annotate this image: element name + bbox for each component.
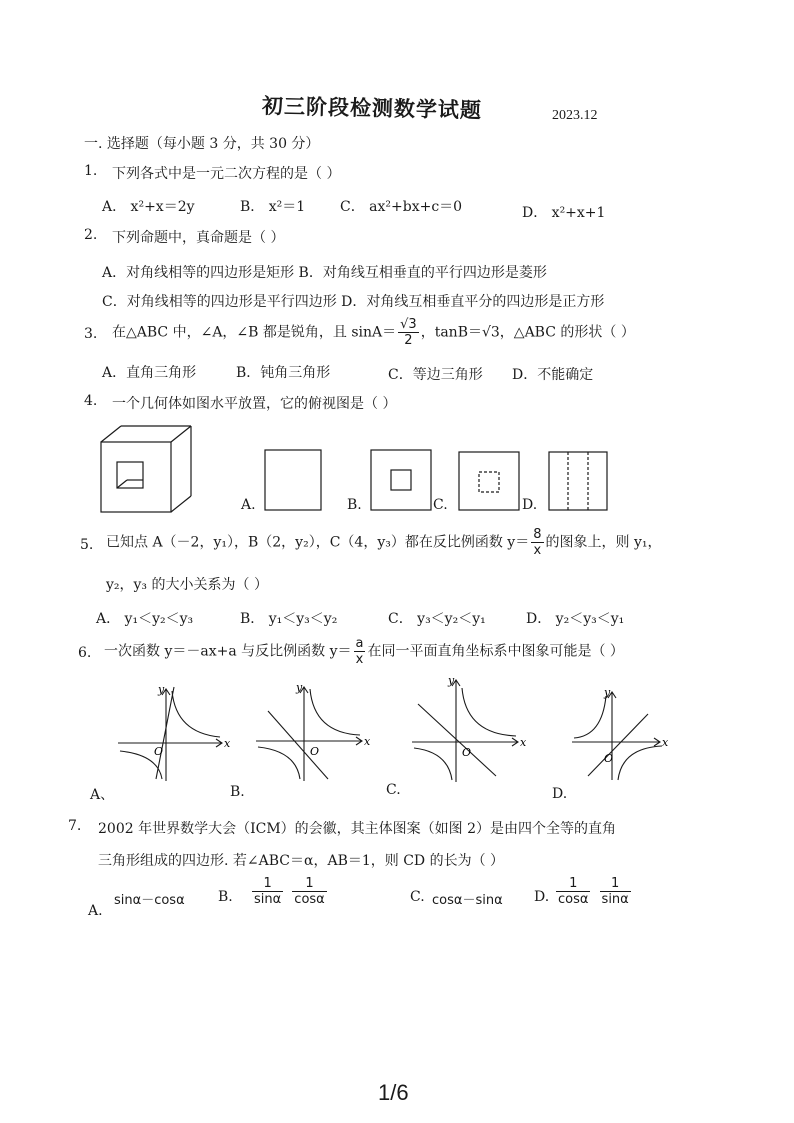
q4-option-c-figure[interactable] [459,452,519,510]
q5-stem-part2: 的图象上，则 y₁， [545,534,662,551]
q7-stem-line1: 2002 年世界数学大会（ICM）的会徽，其主体图案（如图 2）是由四个全等的直角 [98,821,617,837]
q3-stem-part1: 在△ABC 中，∠A，∠B 都是锐角，且 sinA＝ [112,324,397,341]
q7-option-d-label[interactable]: D. [534,889,550,905]
q4-stem: 一个几何体如图水平放置，它的俯视图是（ ） [112,396,397,412]
q7-stem-line2: 三角形组成的四边形. 若∠ABC＝α，AB＝1，则 CD 的长为（ ） [98,853,505,869]
q7-option-c-label[interactable]: C. [410,889,425,905]
q6-graph-d[interactable] [566,680,696,790]
q6-fraction [354,637,366,666]
q6-graph-a[interactable] [110,675,240,785]
q1-option-d[interactable]: D． x²+x+1 [522,205,606,221]
q7-d-fraction-1 [556,877,590,906]
q5-fraction-denominator: x [533,543,542,558]
q5-stem-line2: y₂，y₃ 的大小关系为（ ） [106,577,268,593]
q3-stem-part2: ，tanB＝√3，△ABC 的形状（ ） [420,324,635,341]
q3-fraction-denominator: 2 [404,333,413,348]
q5-stem [106,528,661,557]
q7-d-fraction-2 [600,877,631,906]
q5-option-d[interactable]: D． y₂＜y₃＜y₁ [526,611,625,627]
q7-option-b-label[interactable]: B. [218,889,233,905]
q1-number: 1. [84,163,98,179]
q1-option-a[interactable]: A． x²+x＝2y [102,199,195,215]
q5-option-c[interactable]: C． y₃＜y₂＜y₁ [388,611,486,627]
q5-number: 5. [80,537,94,553]
q1-option-c[interactable]: C． ax²+bx+c＝0 [340,199,463,215]
exam-date: 2023.12 [552,108,598,123]
q7-d-frac1-den: cosα [558,892,589,907]
q1-option-b[interactable]: B． x²＝1 [240,199,306,215]
q7-d-frac2-num: 1 [600,877,631,892]
q3-stem [112,318,635,347]
q6-number: 6. [78,645,92,661]
q6-c-y-label: y [448,674,455,687]
q7-b-fraction-1 [252,877,283,906]
q4-option-a-label[interactable]: A. [241,497,256,513]
q6-b-origin: O [310,745,320,758]
page-number: 1/6 [378,1080,409,1105]
q7-d-frac1-num: 1 [556,877,590,892]
q7-d-frac2-den: sinα [601,892,629,907]
q7-option-d-expression[interactable] [554,877,633,906]
q6-c-origin: O [462,746,472,759]
q3-option-c[interactable]: C．等边三角形 [388,367,483,383]
q4-option-b-figure[interactable] [371,450,431,510]
q6-stem [104,637,624,666]
q4-option-d-figure[interactable] [549,452,607,510]
q3-option-b[interactable]: B．钝角三角形 [236,365,331,381]
q6-graph-c[interactable] [408,672,538,787]
q3-number: 3. [84,326,98,342]
q2-stem: 下列命题中，真命题是（ ） [112,230,285,246]
q7-b-frac1-num: 1 [252,877,283,892]
q4-number: 4. [84,393,98,409]
q6-option-c-label[interactable]: C. [386,782,401,798]
q6-a-y-label: y [158,683,165,696]
q7-option-a-expression[interactable]: sinα－cosα [114,893,185,908]
q6-d-x-label: x [662,736,669,749]
q3-fraction [398,318,419,347]
q2-number: 2. [84,227,98,243]
q4-solid-figure [101,426,191,512]
q2-options-line1[interactable]: A．对角线相等的四边形是矩形 B．对角线互相垂直的平行四边形是菱形 [102,265,547,281]
q6-fraction-numerator: a [355,636,364,651]
q6-stem-part2: 在同一平面直角坐标系中图象可能是（ ） [367,643,624,660]
q7-b-frac2-num: 1 [292,877,326,892]
q4-figures [95,420,665,520]
q5-fraction-numerator: 8 [533,527,542,542]
q6-d-origin: O [604,752,614,765]
q7-b-fraction-2 [292,877,326,906]
q3-option-a[interactable]: A．直角三角形 [102,365,197,381]
q5-fraction [531,528,543,557]
q3-fraction-numerator: √3 [400,317,417,332]
q6-graph-b[interactable] [252,675,382,785]
q4-option-b-label[interactable]: B. [347,497,362,513]
q5-option-a[interactable]: A． y₁＜y₂＜y₃ [96,611,194,627]
q2-options-line2[interactable]: C．对角线相等的四边形是平行四边形 D．对角线互相垂直平分的四边形是正方形 [102,294,605,310]
section-heading: 一. 选择题（每小题 3 分，共 30 分） [84,136,320,152]
q6-fraction-denominator: x [355,652,364,667]
q3-option-d[interactable]: D．不能确定 [512,367,594,383]
q7-b-frac2-den: cosα [294,892,325,907]
q7-option-b-expression[interactable] [250,877,329,906]
exam-title: 初三阶段检测数学试题 [261,93,483,123]
q6-option-a-label[interactable]: A、 [90,787,115,803]
q6-a-x-label: x [224,737,231,750]
q7-option-c-expression[interactable]: cosα－sinα [432,893,503,908]
q5-option-b[interactable]: B． y₁＜y₃＜y₂ [240,611,338,627]
q4-option-c-label[interactable]: C. [433,497,448,513]
q6-c-x-label: x [520,736,527,749]
q6-d-y-label: y [604,686,611,699]
q7-b-frac1-den: sinα [254,892,282,907]
q7-option-a-label[interactable]: A. [88,903,103,919]
q1-stem: 下列各式中是一元二次方程的是（ ） [112,166,341,182]
q6-a-origin: O [154,745,164,758]
q6-option-d-label[interactable]: D. [552,786,568,802]
q6-option-b-label[interactable]: B. [230,784,245,800]
q6-stem-part1: 一次函数 y＝－ax+a 与反比例函数 y＝ [104,643,352,660]
q6-b-y-label: y [296,681,303,694]
q6-b-x-label: x [364,735,371,748]
q7-number: 7. [68,818,82,834]
q4-option-d-label[interactable]: D. [522,497,538,513]
q5-stem-part1: 已知点 A（－2，y₁），B（2，y₂），C（4，y₃）都在反比例函数 y＝ [106,534,530,551]
q4-option-a-figure[interactable] [265,450,321,510]
